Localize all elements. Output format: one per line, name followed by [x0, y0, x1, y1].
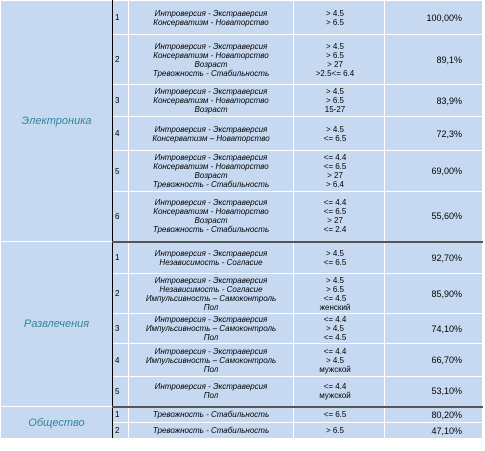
condition-line: 15-27	[324, 105, 346, 114]
rule-attributes	[129, 377, 294, 407]
table-row	[1, 407, 483, 423]
rule-attributes	[129, 274, 294, 314]
attribute-line: Независимость - Согласие	[159, 257, 263, 267]
attribute-line: Консерватизм - Новаторство	[153, 162, 269, 171]
condition-line: > 4.5	[325, 124, 344, 134]
attribute-line: Импульсивность – Самоконтроль	[145, 324, 277, 333]
attribute-line: Консерватизм - Новаторство	[153, 207, 269, 217]
condition-line: <= 2.4	[323, 225, 347, 235]
confidence-value: 53,10%	[385, 377, 483, 407]
attribute-line: Пол	[203, 302, 219, 312]
condition-line: <= 4.4	[323, 198, 347, 208]
rule-attributes	[129, 423, 294, 439]
rule-attributes	[129, 407, 294, 423]
attribute-line: Возраст	[194, 171, 228, 180]
rule-conditions	[294, 192, 385, 242]
rule-attributes	[129, 192, 294, 242]
rule-number: 2	[113, 274, 129, 314]
rule-attributes	[129, 35, 294, 85]
condition-line: > 4.5	[325, 41, 344, 51]
condition-line: <= 6.5	[323, 410, 347, 420]
confidence-value: 89,1%	[385, 35, 483, 85]
attribute-line: Тревожность - Стабильность	[152, 426, 270, 435]
rule-attributes	[129, 314, 294, 344]
condition-line: > 4.5	[325, 355, 344, 365]
condition-line: > 4.5	[325, 275, 344, 285]
rule-attributes	[129, 344, 294, 377]
attribute-line: Интроверсия - Экстраверсия	[154, 87, 268, 96]
confidence-value: 74,10%	[385, 314, 483, 344]
attribute-line: Консерватизм - Новаторство	[153, 96, 269, 105]
confidence-value: 69,00%	[385, 151, 483, 192]
condition-line: <= 4.4	[323, 382, 347, 392]
condition-line: <= 6.5	[323, 133, 347, 143]
rule-number: 4	[113, 344, 129, 377]
rule-conditions	[294, 407, 385, 423]
rule-number: 5	[113, 151, 129, 192]
confidence-value: 66,70%	[385, 344, 483, 377]
category-label: Электроника	[1, 1, 113, 242]
attribute-line: Интроверсия - Экстраверсия	[154, 275, 268, 285]
attribute-line: Интроверсия - Экстраверсия	[154, 198, 268, 208]
condition-line: <= 4.5	[323, 333, 347, 342]
attribute-line: Интроверсия - Экстраверсия	[154, 382, 268, 392]
condition-line: > 6.5	[325, 50, 344, 60]
rule-conditions	[294, 344, 385, 377]
attribute-line: Консерватизм – Новаторство	[152, 133, 270, 143]
condition-line: > 6.4	[325, 180, 344, 189]
condition-line: мужской	[319, 364, 351, 374]
confidence-value: 47,10%	[385, 423, 483, 439]
attribute-line: Интроверсия - Экстраверсия	[154, 41, 268, 51]
rule-attributes	[129, 242, 294, 274]
condition-line: <= 4.4	[323, 153, 347, 162]
rule-number: 1	[113, 1, 129, 35]
attribute-line: Пол	[203, 333, 219, 342]
condition-line: > 6.5	[325, 426, 344, 435]
rule-number: 6	[113, 192, 129, 242]
condition-line: > 4.5	[325, 87, 344, 96]
confidence-value: 92,70%	[385, 242, 483, 274]
condition-line: > 6.5	[325, 96, 344, 105]
rule-conditions	[294, 423, 385, 439]
attribute-line: Консерватизм - Новаторство	[153, 50, 269, 60]
rule-attributes	[129, 117, 294, 151]
attribute-line: Консерватизм - Новаторство	[153, 17, 269, 27]
table-row	[1, 242, 483, 274]
rule-number: 4	[113, 117, 129, 151]
condition-line: <= 4.5	[323, 293, 347, 303]
attribute-line: Тревожность - Стабильность	[152, 68, 270, 78]
attribute-line: Тревожность - Стабильность	[152, 180, 270, 189]
rule-conditions	[294, 314, 385, 344]
rule-number: 3	[113, 85, 129, 117]
attribute-line: Возраст	[194, 59, 228, 69]
condition-line: > 4.5	[325, 8, 344, 18]
rule-number: 3	[113, 314, 129, 344]
rule-attributes	[129, 1, 294, 35]
rule-number: 5	[113, 377, 129, 407]
condition-line: > 27	[327, 216, 343, 226]
rule-conditions	[294, 151, 385, 192]
condition-line: >2.5<= 6.4	[315, 68, 355, 78]
attribute-line: Пол	[203, 391, 219, 401]
attribute-line: Интроверсия - Экстраверсия	[154, 346, 268, 356]
attribute-line: Импульсивность – Самоконтроль	[145, 355, 277, 365]
confidence-value: 80,20%	[385, 407, 483, 423]
confidence-value: 100,00%	[385, 1, 483, 35]
condition-line: женский	[319, 302, 351, 312]
attribute-line: Интроверсия - Экстраверсия	[154, 315, 268, 324]
attribute-line: Интроверсия - Экстраверсия	[154, 248, 268, 258]
rule-attributes	[129, 151, 294, 192]
attribute-line: Возраст	[194, 105, 228, 114]
condition-line: > 27	[327, 59, 343, 69]
condition-line: > 27	[327, 171, 343, 180]
attribute-line: Тревожность - Стабильность	[152, 225, 270, 235]
table-row	[1, 1, 483, 35]
rule-number: 1	[113, 242, 129, 274]
rule-conditions	[294, 1, 385, 35]
attribute-line: Импульсивность – Самоконтроль	[145, 293, 277, 303]
condition-line: > 6.5	[325, 284, 344, 294]
condition-line: > 6.5	[325, 17, 344, 27]
rule-conditions	[294, 274, 385, 314]
attribute-line: Пол	[203, 364, 219, 374]
rule-number: 2	[113, 35, 129, 85]
attribute-line: Интроверсия - Экстраверсия	[154, 124, 268, 134]
rule-number: 2	[113, 423, 129, 439]
condition-line: > 4.5	[325, 248, 344, 258]
confidence-value: 55,60%	[385, 192, 483, 242]
condition-line: мужской	[319, 391, 351, 401]
attribute-line: Тревожность - Стабильность	[152, 410, 270, 420]
attribute-line: Интроверсия - Экстраверсия	[154, 153, 268, 162]
condition-line: <= 4.4	[323, 346, 347, 356]
condition-line: > 4.5	[325, 324, 344, 333]
attribute-line: Независимость - Согласие	[159, 284, 263, 294]
condition-line: <= 6.5	[323, 207, 347, 217]
rule-conditions	[294, 377, 385, 407]
rule-conditions	[294, 117, 385, 151]
category-label: Развлечения	[1, 242, 113, 407]
confidence-value: 83,9%	[385, 85, 483, 117]
rule-number: 1	[113, 407, 129, 423]
rule-conditions	[294, 85, 385, 117]
attribute-line: Интроверсия - Экстраверсия	[154, 8, 268, 18]
condition-line: <= 6.5	[323, 162, 347, 171]
category-label: Общество	[1, 407, 113, 439]
rule-conditions	[294, 242, 385, 274]
rule-conditions	[294, 35, 385, 85]
condition-line: <= 4.4	[323, 315, 347, 324]
rule-attributes	[129, 85, 294, 117]
confidence-value: 85,90%	[385, 274, 483, 314]
confidence-value: 72,3%	[385, 117, 483, 151]
attribute-line: Возраст	[194, 216, 228, 226]
condition-line: <= 6.5	[323, 257, 347, 267]
